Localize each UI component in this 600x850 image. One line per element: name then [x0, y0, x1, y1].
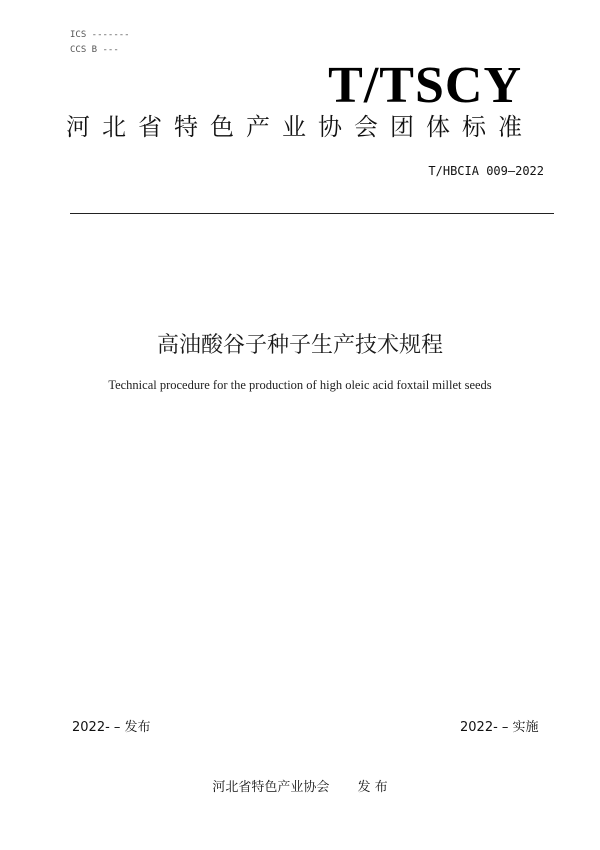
issuer-name: 河北省特色产业协会 — [212, 780, 330, 795]
ccs-code: CCS B --- — [70, 45, 119, 55]
ics-code: ICS ------- — [70, 30, 130, 40]
standard-logo: T/TSCY — [328, 57, 522, 114]
header-divider — [70, 213, 554, 214]
english-title: Technical procedure for the production of high oleic acid foxtail millet seeds — [108, 378, 492, 392]
issuer-line — [0, 776, 600, 795]
publish-date: 2022- – 发布 — [72, 720, 151, 735]
issuer-action: 发 布 — [357, 780, 388, 795]
chinese-title: 高油酸谷子种子生产技术规程 — [156, 333, 443, 358]
standard-number: T/HBCIA 009—2022 — [428, 164, 544, 178]
organization-title: 河北省特色产业协会团体标准 — [66, 113, 534, 141]
implement-date: 2022- – 实施 — [460, 720, 539, 735]
